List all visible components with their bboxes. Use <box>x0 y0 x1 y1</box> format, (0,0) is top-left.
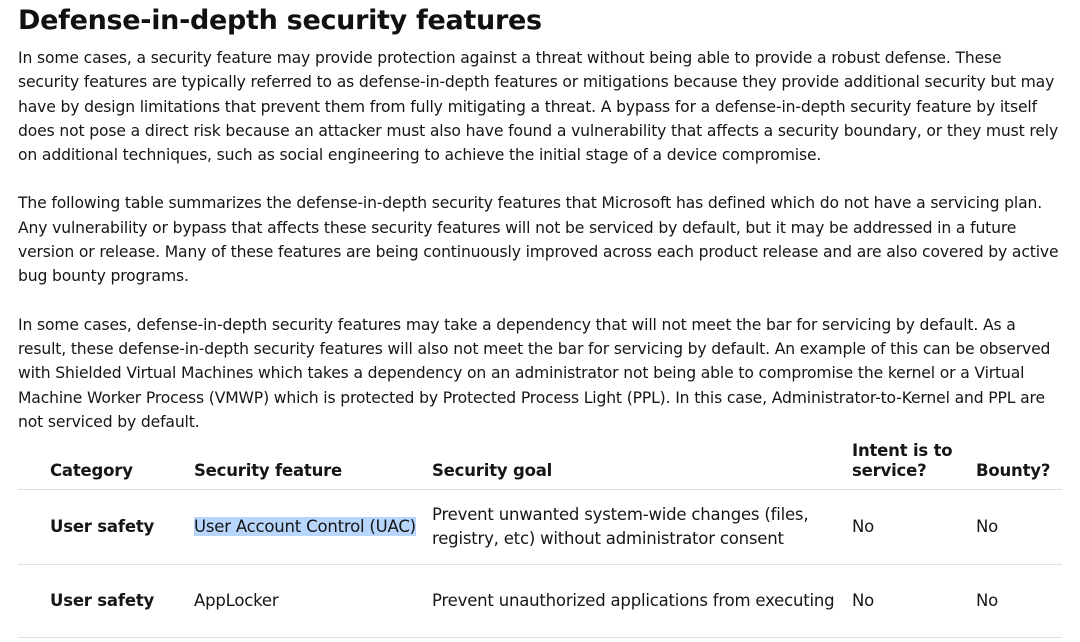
header-intent-label: Intent is to service? <box>852 441 953 480</box>
cell-bounty: No <box>976 565 1062 638</box>
cell-security-feature: AppLocker <box>194 565 432 638</box>
cell-category: User safety <box>18 565 194 638</box>
cell-category: User safety <box>18 490 194 565</box>
dependency-paragraph: In some cases, defense-in-depth security features may take a dependency that will not meet the bar for servicing by default. As a result, these defense-in-depth security features will also not meet the bar for servicing by default. An example of this can be observed with Shielded Virtual Machines which takes a dependency on an administrator not being able to compromise the kernel or a Virtual Machine Worker Process (VMWP) which is protected by Protected Process Light (PPL). In this case, Administrator-to-Kernel and PPL are not serviced by default. <box>18 315 1051 431</box>
summary-paragraph: The following table summarizes the defense-in-depth security features that Microsoft has defined which do not have a servicing plan. Any vulnerability or bypass that affects these security features will not be serviced by default, but it may be addressed in a future version or release. Many of these features are being continuously improved across each product release and are also covered by active bug bounty programs. <box>18 194 1059 286</box>
header-category: Category <box>18 441 194 490</box>
cell-bounty: No <box>976 490 1062 565</box>
cell-security-goal: Prevent unauthorized applications from executing <box>432 565 852 638</box>
selected-text-uac[interactable]: User Account Control (UAC) <box>194 516 416 536</box>
header-intent-to-service <box>852 441 976 490</box>
header-security-feature: Security feature <box>194 441 432 490</box>
header-security-goal: Security goal <box>432 441 852 490</box>
intro-paragraph: In some cases, a security feature may provide protection against a threat without being able to provide a robust defense. These security features are typically referred to as defense-in-depth features or mitigations because they provide additional security but may have by design limitations that prevent them from fully mitigating a threat. A bypass for a defense-in-depth security feature by itself does not pose a direct risk because an attacker must also have found a vulnerability that affects a security boundary, or they must rely on additional techniques, such as social engineering to achieve the initial stage of a device compromise. <box>18 49 1059 165</box>
cell-intent-to-service: No <box>852 490 976 565</box>
cell-security-feature[interactable] <box>194 490 432 565</box>
table-header-row <box>18 441 1062 490</box>
header-bounty: Bounty? <box>976 441 1062 490</box>
table-row <box>18 490 1062 565</box>
table-row <box>18 565 1062 638</box>
security-features-table <box>18 441 1062 638</box>
cell-intent-to-service: No <box>852 565 976 638</box>
cell-security-goal: Prevent unwanted system-wide changes (files, registry, etc) without administrator consent <box>432 490 852 565</box>
section-heading: Defense-in-depth security features <box>18 5 542 36</box>
